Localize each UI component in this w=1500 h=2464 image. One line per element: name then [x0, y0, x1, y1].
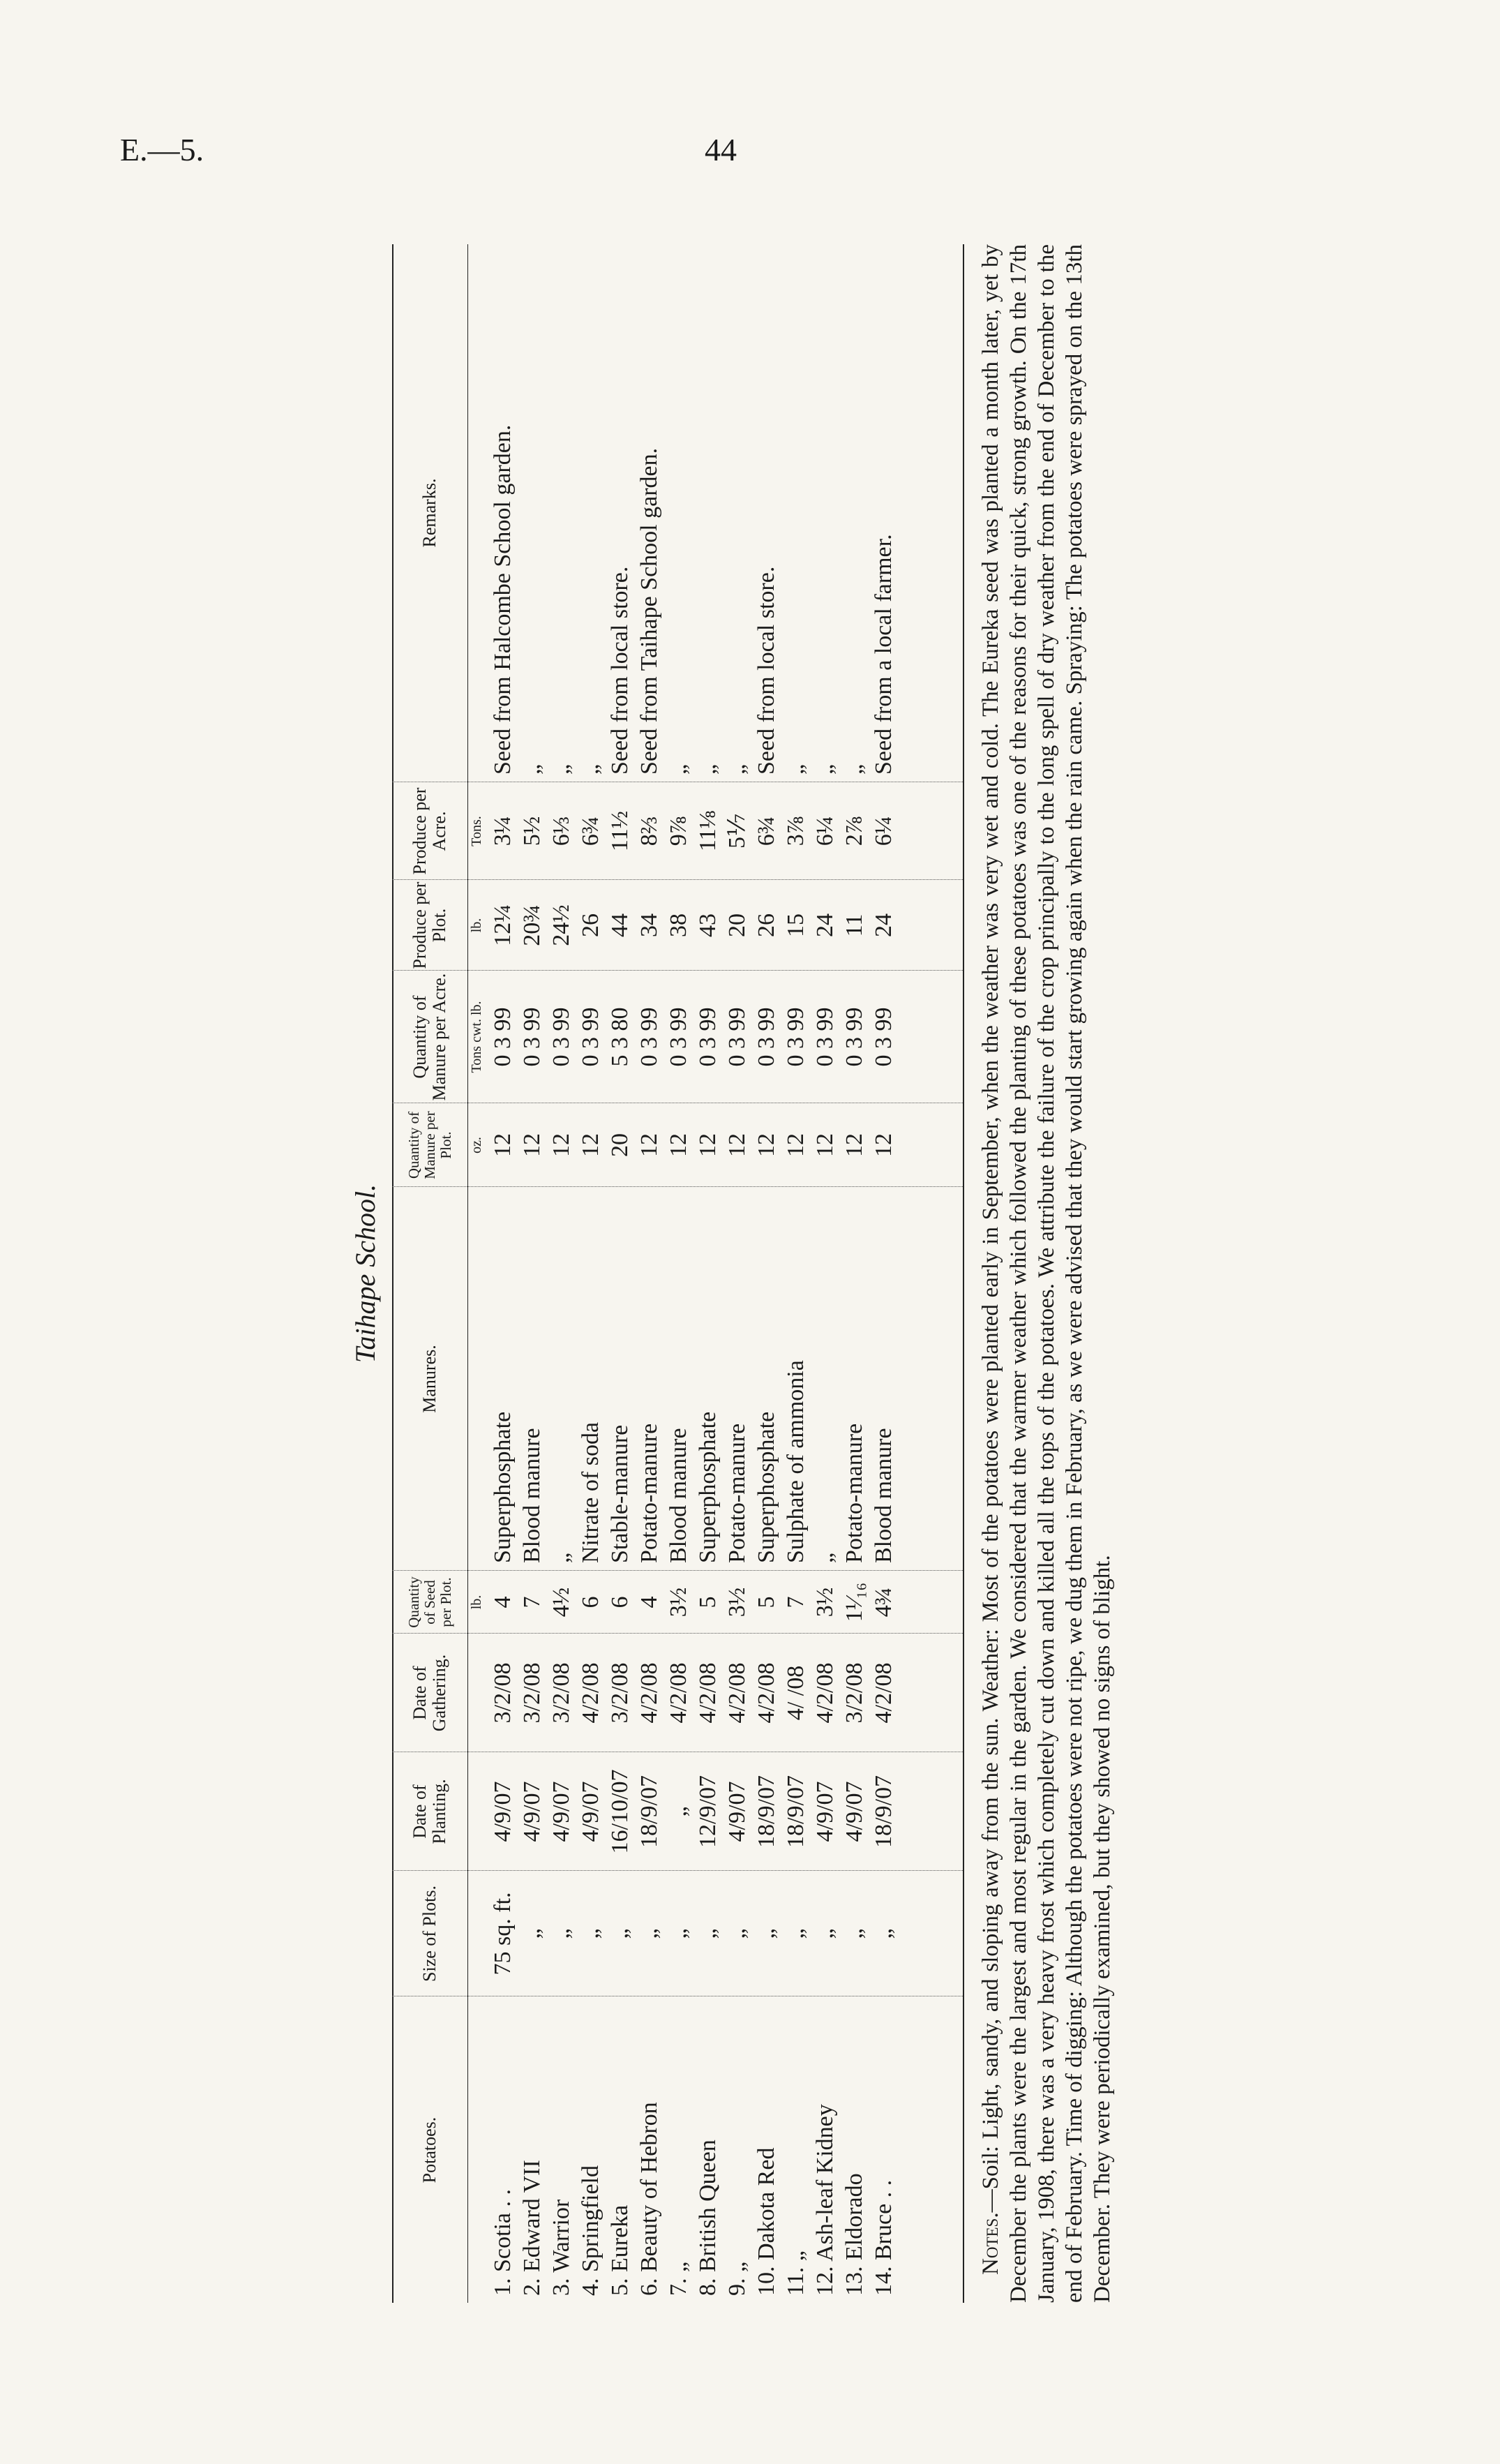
gathering-date-cell: 4/2/08: [753, 1662, 779, 1724]
manure-qty-cell: 12: [519, 1133, 545, 1157]
potato-cell: 12. Ash-leaf Kidney: [812, 2104, 838, 2296]
col-header-gathering: Date of Gathering.: [410, 1654, 449, 1732]
col-header-potatoes: Potatoes.: [419, 2116, 440, 2183]
seed-qty-cell: 7: [519, 1596, 545, 1608]
manure-per-acre-cell: 0 3 99: [578, 1007, 603, 1067]
produce-plot-cell: 20¾: [519, 904, 545, 946]
gathering-date-cell: 4/2/08: [578, 1662, 603, 1724]
potato-cell: 5. Eureka: [607, 2204, 633, 2296]
table-body: [488, 244, 899, 2303]
potato-cell: 7. „: [666, 2261, 691, 2296]
manure-cell: Blood manure: [666, 1428, 691, 1563]
potato-cell: 9. „: [724, 2261, 750, 2296]
size-cell: „: [753, 1928, 779, 1939]
table-row: [664, 244, 693, 2303]
manure-qty-cell: 12: [578, 1133, 603, 1157]
col-header-produce-plot: Produce per Plot.: [410, 881, 449, 969]
produce-acre-cell: 11½: [607, 810, 633, 852]
gathering-date-cell: 4/2/08: [636, 1662, 662, 1724]
produce-plot-cell: 44: [607, 913, 633, 937]
potato-cell: 6. Beauty of Hebron: [636, 2102, 662, 2296]
size-cell: 75 sq. ft.: [490, 1892, 516, 1976]
size-cell: „: [783, 1928, 809, 1939]
manure-qty-cell: 12: [871, 1133, 897, 1157]
unit-qty-seed: lb.: [469, 1595, 484, 1610]
manure-qty-cell: 12: [666, 1133, 691, 1157]
table-row: [518, 244, 547, 2303]
produce-acre-cell: 3⅞: [783, 816, 809, 846]
potato-cell: 8. British Queen: [695, 2140, 721, 2296]
seed-qty-cell: 4: [490, 1596, 516, 1608]
size-cell: „: [519, 1928, 545, 1939]
unit-manure-acre: Tons cwt. lb.: [469, 1001, 484, 1073]
produce-plot-cell: 20: [724, 913, 750, 937]
produce-acre-cell: 6⅓: [548, 816, 574, 846]
remarks-cell: „: [578, 763, 603, 775]
table-row: [488, 244, 518, 2303]
gathering-date-cell: 3/2/08: [490, 1662, 516, 1724]
produce-plot-cell: 11: [841, 913, 867, 937]
col-header-size: Size of Plots.: [419, 1886, 440, 1982]
manure-per-acre-cell: 0 3 99: [548, 1007, 574, 1067]
table-row: [781, 244, 811, 2303]
produce-acre-cell: 11⅛: [695, 810, 721, 852]
table-row: [840, 244, 869, 2303]
unit-qty-manure: oz.: [469, 1137, 484, 1153]
size-cell: „: [636, 1928, 662, 1939]
rotated-table-page: [349, 244, 1340, 2303]
manure-per-acre-cell: 0 3 99: [666, 1007, 691, 1067]
col-header-produce-acre: Produce per Acre.: [410, 787, 449, 875]
manure-cell: Superphosphate: [695, 1411, 721, 1563]
manure-cell: Potato-manure: [724, 1423, 750, 1563]
remarks-cell: Seed from Halcombe School garden.: [490, 424, 516, 775]
produce-acre-cell: 6¼: [812, 816, 838, 846]
produce-plot-cell: 38: [666, 913, 691, 937]
planting-date-cell: 18/9/07: [753, 1775, 779, 1848]
remarks-cell: „: [783, 763, 809, 775]
manure-cell: „: [812, 1552, 838, 1563]
gathering-date-cell: 4/2/08: [724, 1662, 750, 1724]
potato-cell: 11. „: [783, 2250, 809, 2296]
col-header-manure-acre: Quantity of Manure per Acre.: [410, 973, 449, 1101]
size-cell: „: [724, 1928, 750, 1939]
manure-qty-cell: 12: [753, 1133, 779, 1157]
header-rule: [467, 244, 468, 2303]
seed-qty-cell: 6: [578, 1596, 603, 1608]
size-cell: „: [812, 1928, 838, 1939]
seed-qty-cell: 3½: [812, 1587, 838, 1618]
size-cell: „: [548, 1928, 574, 1939]
table-row: [869, 244, 899, 2303]
size-cell: „: [666, 1928, 691, 1939]
notes-text: —Soil: Light, sandy, and sloping away from the sun. Weather: Most of the potatoes were planted early in September, when the weather was very wet and cold. The Eureka seed was planted a month later, yet by December the plants were the largest and most regular in the garden. We considered that the warmer weather which followed the planting of these potatoes was one of the reasons for their quick, strong growth. On the 17th January, 1908, there was a very heavy frost which completely cut down and killed all the tops of the potatoes. We attribute the failure of the crop principally to the long spell of dry weather from the end of December to the end of February. Time of digging: Although the potatoes were not ripe, we dug them in February, as we were advised that they would start growing again when the rain came. Spraying: The potatoes were sprayed on the 13th December. They were periodically examined, but they showed no signs of blight.: [978, 244, 1115, 2303]
remarks-cell: „: [695, 763, 721, 775]
produce-plot-cell: 43: [695, 913, 721, 937]
seed-qty-cell: 5: [695, 1596, 721, 1608]
manure-cell: Stable-manure: [607, 1424, 633, 1563]
size-cell: „: [841, 1928, 867, 1939]
manure-per-acre-cell: 0 3 99: [724, 1007, 750, 1067]
seed-qty-cell: 6: [607, 1596, 633, 1608]
col-header-planting: Date of Planting.: [410, 1779, 449, 1844]
gathering-date-cell: 4/2/08: [812, 1662, 838, 1724]
manure-per-acre-cell: 0 3 99: [636, 1007, 662, 1067]
seed-qty-cell: 4: [636, 1596, 662, 1608]
potato-cell: 4. Springfield: [578, 2165, 603, 2296]
seed-qty-cell: 1¹⁄₁₆: [841, 1582, 867, 1622]
manure-qty-cell: 12: [724, 1133, 750, 1157]
remarks-cell: Seed from Taihape School garden.: [636, 447, 662, 775]
manure-cell: „: [548, 1552, 574, 1563]
manure-per-acre-cell: 0 3 99: [753, 1007, 779, 1067]
manure-per-acre-cell: 0 3 99: [695, 1007, 721, 1067]
manure-per-acre-cell: 0 3 99: [841, 1007, 867, 1067]
planting-date-cell: 4/9/07: [548, 1781, 574, 1842]
col-header-manures: Manures.: [419, 1345, 440, 1413]
unit-produce-plot: lb.: [469, 918, 484, 933]
table-title: Taihape School.: [350, 1184, 381, 1364]
manure-per-acre-cell: 0 3 99: [812, 1007, 838, 1067]
potato-cell: 14. Bruce . .: [871, 2179, 897, 2296]
gathering-date-cell: 4/2/08: [695, 1662, 721, 1724]
potato-cell: 13. Eldorado: [841, 2173, 867, 2296]
produce-plot-cell: 34: [636, 913, 662, 937]
remarks-cell: „: [841, 763, 867, 775]
table-row: [606, 244, 635, 2303]
potato-cell: 3. Warrior: [548, 2199, 574, 2296]
manure-per-acre-cell: 0 3 99: [490, 1007, 516, 1067]
gathering-date-cell: 4/2/08: [666, 1662, 691, 1724]
manure-cell: Potato-manure: [636, 1423, 662, 1563]
produce-acre-cell: 9⅞: [666, 816, 691, 846]
seed-qty-cell: 5: [753, 1596, 779, 1608]
planting-date-cell: 4/9/07: [812, 1781, 838, 1842]
manure-qty-cell: 12: [490, 1133, 516, 1157]
manure-per-acre-cell: 0 3 99: [519, 1007, 545, 1067]
planting-date-cell: 4/9/07: [490, 1781, 516, 1842]
remarks-cell: Seed from local store.: [753, 566, 779, 775]
planting-date-cell: 18/9/07: [871, 1775, 897, 1848]
manure-qty-cell: 12: [695, 1133, 721, 1157]
series-label: E.—5.: [120, 132, 204, 167]
produce-plot-cell: 15: [783, 913, 809, 937]
table-row: [723, 244, 752, 2303]
produce-acre-cell: 5⅐: [724, 814, 750, 849]
manure-cell: Superphosphate: [490, 1411, 516, 1563]
planting-date-cell: 4/9/07: [519, 1781, 545, 1842]
remarks-cell: Seed from local store.: [607, 566, 633, 775]
notes-label: Notes.: [978, 2212, 1003, 2275]
planting-date-cell: 4/9/07: [724, 1781, 750, 1842]
size-cell: „: [578, 1928, 603, 1939]
size-cell: „: [871, 1928, 897, 1939]
manure-qty-cell: 12: [548, 1133, 574, 1157]
remarks-cell: „: [666, 763, 691, 775]
manure-per-acre-cell: 0 3 99: [783, 1007, 809, 1067]
planting-date-cell: 4/9/07: [578, 1781, 603, 1842]
col-header-qty-seed: Quantity of Seed per Plot.: [405, 1576, 454, 1628]
table-row: [811, 244, 840, 2303]
planting-date-cell: 18/9/07: [783, 1775, 809, 1848]
gathering-date-cell: 3/2/08: [519, 1662, 545, 1724]
potato-cell: 10. Dakota Red: [753, 2147, 779, 2296]
seed-qty-cell: 4½: [548, 1587, 574, 1618]
produce-plot-cell: 24: [812, 913, 838, 937]
planting-date-cell: 16/10/07: [607, 1769, 633, 1854]
table-row: [635, 244, 664, 2303]
produce-acre-cell: 3¼: [490, 816, 516, 846]
seed-qty-cell: 4¾: [871, 1587, 897, 1618]
produce-acre-cell: 2⅞: [841, 816, 867, 846]
planting-date-cell: „: [666, 1806, 691, 1817]
manure-cell: Sulphate of ammonia: [783, 1360, 809, 1563]
produce-acre-cell: 6¼: [871, 816, 897, 846]
remarks-cell: Seed from a local farmer.: [871, 534, 897, 775]
table-row: [693, 244, 723, 2303]
manure-qty-cell: 12: [841, 1133, 867, 1157]
produce-acre-cell: 6¾: [753, 816, 779, 846]
planting-date-cell: 4/9/07: [841, 1781, 867, 1842]
produce-plot-cell: 24: [871, 913, 897, 937]
manure-per-acre-cell: 0 3 99: [871, 1007, 897, 1067]
produce-acre-cell: 8⅔: [636, 816, 662, 846]
page-number: 44: [705, 132, 737, 167]
seed-qty-cell: 7: [783, 1596, 809, 1608]
manure-per-acre-cell: 5 3 80: [607, 1007, 633, 1067]
produce-acre-cell: 5½: [519, 816, 545, 846]
produce-acre-cell: 6¾: [578, 816, 603, 846]
remarks-cell: „: [724, 763, 750, 775]
planting-date-cell: 12/9/07: [695, 1775, 721, 1848]
col-header-qty-manure: Quantity of Manure per Plot.: [405, 1111, 454, 1179]
gathering-date-cell: 4/2/08: [871, 1662, 897, 1724]
manure-cell: Blood manure: [519, 1428, 545, 1563]
manure-qty-cell: 12: [783, 1133, 809, 1157]
manure-qty-cell: 20: [607, 1133, 633, 1157]
gathering-date-cell: 3/2/08: [548, 1662, 574, 1724]
manure-qty-cell: 12: [636, 1133, 662, 1157]
size-cell: „: [695, 1928, 721, 1939]
manure-cell: Blood manure: [871, 1428, 897, 1563]
manure-cell: Superphosphate: [753, 1411, 779, 1563]
gathering-date-cell: 3/2/08: [841, 1662, 867, 1724]
manure-cell: Nitrate of soda: [578, 1421, 603, 1563]
remarks-cell: „: [548, 763, 574, 775]
produce-plot-cell: 26: [753, 913, 779, 937]
potato-cell: 1. Scotia . .: [490, 2189, 516, 2296]
bottom-rule: [963, 244, 964, 2303]
unit-produce-acre: Tons.: [469, 816, 484, 846]
manure-qty-cell: 12: [812, 1133, 838, 1157]
size-cell: „: [607, 1928, 633, 1939]
seed-qty-cell: 3½: [724, 1587, 750, 1618]
col-header-remarks: Remarks.: [419, 478, 440, 548]
table-row: [752, 244, 781, 2303]
gathering-date-cell: 3/2/08: [607, 1662, 633, 1724]
planting-date-cell: 18/9/07: [636, 1775, 662, 1848]
remarks-cell: „: [812, 763, 838, 775]
produce-plot-cell: 24½: [548, 904, 574, 946]
gathering-date-cell: 4/ /08: [783, 1665, 809, 1721]
manure-cell: Potato-manure: [841, 1423, 867, 1563]
table-row: [576, 244, 606, 2303]
table-row: [547, 244, 576, 2303]
remarks-cell: „: [519, 763, 545, 775]
produce-plot-cell: 26: [578, 913, 603, 937]
seed-qty-cell: 3½: [666, 1587, 691, 1618]
produce-plot-cell: 12¼: [490, 904, 516, 946]
potato-cell: 2. Edward VII: [519, 2160, 545, 2296]
notes-paragraph: [977, 244, 1116, 2303]
